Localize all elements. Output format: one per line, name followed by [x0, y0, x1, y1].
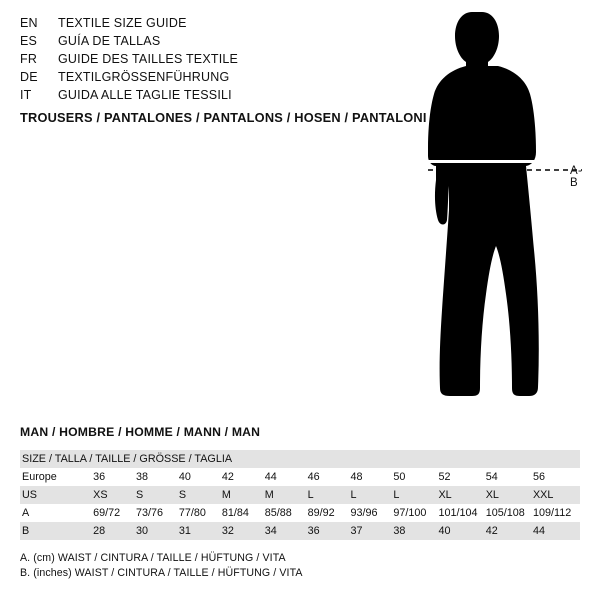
- table-cell: 56: [532, 471, 545, 483]
- table-cell: L: [350, 486, 393, 504]
- table-cell: 36: [308, 522, 351, 540]
- language-text: TEXTILGRÖSSENFÜHRUNG: [58, 70, 230, 84]
- table-cell: 89/92: [307, 507, 335, 519]
- footnote-b: B. (inches) WAIST / CINTURA / TAILLE / HÜFTUNG / VITA: [20, 567, 303, 579]
- language-code: EN: [20, 16, 38, 30]
- language-row: [20, 14, 340, 32]
- table-row-label: B: [20, 522, 93, 540]
- language-text: GUIDA ALLE TAGLIE TESSILI: [58, 88, 232, 102]
- table-cell: 30: [136, 522, 179, 540]
- language-row: [20, 68, 340, 86]
- footnote-a: A. (cm) WAIST / CINTURA / TAILLE / HÜFTUNG / VITA: [20, 552, 286, 564]
- footnotes: [20, 551, 303, 581]
- language-title-list: [20, 14, 340, 104]
- table-cell: 38: [136, 471, 149, 483]
- table-cell: 109/112: [532, 507, 572, 519]
- table-cell: 101/104: [438, 507, 478, 519]
- man-section-title: MAN / HOMBRE / HOMME / MANN / MAN: [20, 425, 261, 439]
- measurement-label: A-B: [570, 165, 583, 189]
- language-text: GUÍA DE TALLAS: [58, 34, 161, 48]
- language-code: IT: [20, 88, 32, 102]
- table-cell: XL: [438, 486, 485, 504]
- table-cell: 37: [350, 522, 393, 540]
- language-code: FR: [20, 52, 38, 66]
- table-cell: 85/88: [264, 507, 292, 519]
- table-row-label: US: [20, 486, 93, 504]
- table-cell: 32: [222, 522, 265, 540]
- table-cell: L: [393, 486, 438, 504]
- table-cell: 105/108: [485, 507, 525, 519]
- table-cell: 44: [533, 522, 580, 540]
- language-row: [20, 50, 340, 68]
- table-row: [20, 468, 580, 486]
- table-cell: 73/76: [136, 507, 164, 519]
- language-row: [20, 32, 340, 50]
- table-row: [20, 522, 580, 540]
- table-cell: S: [179, 486, 222, 504]
- table-cell: 97/100: [393, 507, 427, 519]
- table-cell: 42: [221, 471, 234, 483]
- table-cell: 77/80: [178, 507, 206, 519]
- table-cell: 38: [393, 522, 438, 540]
- table-cell: S: [136, 486, 179, 504]
- table-cell: 28: [93, 522, 136, 540]
- table-cell: 31: [179, 522, 222, 540]
- language-code: DE: [20, 70, 38, 84]
- silhouette-icon: [410, 10, 590, 410]
- table-cell: 40: [178, 471, 191, 483]
- table-cell: 81/84: [221, 507, 249, 519]
- table-row-label: SIZE / TALLA / TAILLE / GRÖSSE / TAGLIA: [20, 450, 580, 468]
- table-cell: 42: [486, 522, 533, 540]
- language-text: TEXTILE SIZE GUIDE: [58, 16, 187, 30]
- language-text: GUIDE DES TAILLES TEXTILE: [58, 52, 239, 66]
- table-cell: XXL: [533, 486, 580, 504]
- table-cell: 50: [393, 471, 406, 483]
- table-cell: 34: [265, 522, 308, 540]
- table-cell: M: [222, 486, 265, 504]
- table-cell: 40: [438, 522, 485, 540]
- table-cell: XL: [486, 486, 533, 504]
- table-cell: 46: [307, 471, 320, 483]
- table-row: [20, 486, 580, 504]
- table-cell: 69/72: [93, 507, 121, 519]
- language-code: ES: [20, 34, 38, 48]
- table-cell: M: [265, 486, 308, 504]
- table-row: [20, 450, 580, 468]
- table-row: [20, 504, 580, 522]
- language-row: [20, 86, 340, 104]
- table-cell: 93/96: [350, 507, 378, 519]
- table-row-label: A: [22, 507, 30, 519]
- table-row-label: Europe: [22, 471, 57, 483]
- table-cell: 44: [264, 471, 277, 483]
- table-cell: 36: [93, 471, 106, 483]
- table-cell: XS: [93, 486, 136, 504]
- product-title: TROUSERS / PANTALONES / PANTALONS / HOSEN / PANTALONI: [20, 110, 427, 125]
- male-silhouette-figure: [410, 10, 590, 410]
- table-cell: 52: [438, 471, 451, 483]
- size-table: [20, 450, 580, 540]
- table-cell: L: [308, 486, 351, 504]
- table-cell: 54: [485, 471, 498, 483]
- table-cell: 48: [350, 471, 363, 483]
